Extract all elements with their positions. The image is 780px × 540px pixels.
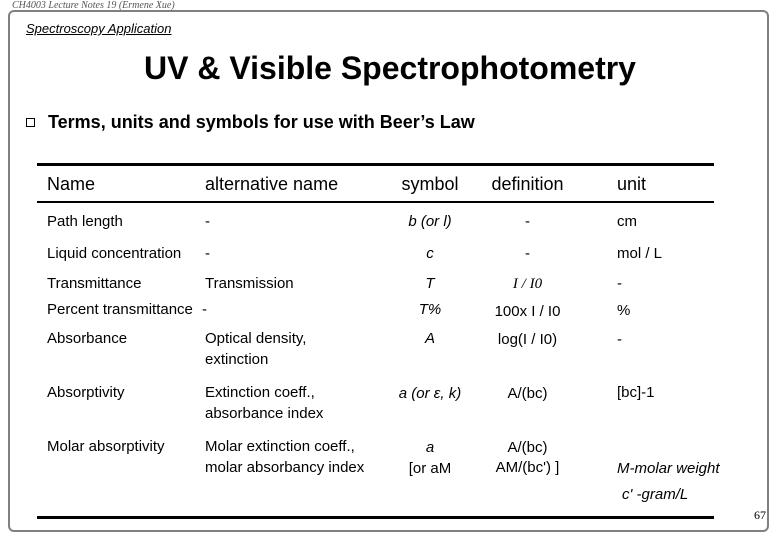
table-header-rule: [37, 201, 714, 203]
row-percent-transmittance-definition: 100x I / I0: [494, 303, 561, 320]
row-path-length-name: Path length: [47, 213, 123, 230]
header-alternative-name: alternative name: [205, 174, 339, 194]
row-path-length-unit: cm: [617, 213, 637, 230]
row-absorptivity-unit: [bc]-1: [617, 384, 655, 401]
page-number: 67: [754, 508, 766, 522]
row-absorptivity-name: Absorptivity: [47, 384, 125, 401]
header-unit: unit: [617, 174, 647, 194]
row-absorbance-definition: log(I / I0): [497, 331, 558, 348]
row-percent-transmittance-unit: %: [617, 302, 631, 319]
row-concentration-unit: mol / L: [617, 245, 663, 262]
row-molar-absorptivity-symbol: a: [425, 439, 435, 456]
bullet-text: Terms, units and symbols for use with Beer’s Law: [48, 112, 475, 132]
row-concentration-name: Liquid concentration: [47, 245, 182, 262]
row-path-length-definition: -: [525, 213, 530, 230]
row-molar-absorptivity-definition: A/(bc): [507, 439, 548, 456]
header-name: Name: [47, 174, 96, 194]
row-path-length-alt: -: [205, 213, 210, 230]
header-symbol: symbol: [401, 174, 459, 194]
row-absorbance-name: Absorbance: [47, 330, 128, 347]
row-transmittance-definition: I / I0: [512, 276, 543, 292]
row-molar-absorptivity-alt-line2: molar absorbancy index: [205, 459, 365, 476]
table-bottom-rule: [37, 516, 714, 519]
row-transmittance-unit: -: [617, 275, 622, 292]
row-absorptivity-definition: A/(bc): [507, 385, 548, 402]
bullet-square-icon: [26, 118, 35, 127]
slide-title: UV & Visible Spectrophotometry: [144, 50, 636, 86]
row-percent-transmittance-symbol: T%: [418, 301, 442, 318]
row-concentration-definition: -: [525, 245, 530, 262]
header-note: CH4003 Lecture Notes 19 (Ermene Xue): [12, 0, 175, 11]
row-absorbance-alt-line2: extinction: [205, 351, 269, 368]
row-absorptivity-alt-line2: absorbance index: [205, 405, 324, 422]
row-path-length-symbol: b (or l): [408, 213, 452, 230]
row-percent-transmittance-name: Percent transmittance: [47, 301, 193, 318]
row-transmittance-alt: Transmission: [205, 275, 294, 292]
header-definition: definition: [491, 174, 564, 194]
row-molar-absorptivity-symbol-line2: [or aM: [408, 460, 452, 477]
row-molar-absorptivity-name: Molar absorptivity: [47, 438, 165, 455]
row-molar-absorptivity-definition-line2: AM/(bc') ]: [495, 459, 560, 476]
row-molar-absorptivity-unit-line2: c' -gram/L: [622, 486, 689, 503]
row-molar-absorptivity-unit-line1: M-molar weight: [617, 460, 720, 477]
row-transmittance-name: Transmittance: [47, 275, 142, 292]
row-absorbance-alt-line1: Optical density,: [205, 330, 307, 347]
row-absorptivity-alt-line1: Extinction coeff.,: [205, 384, 315, 401]
row-molar-absorptivity-alt-line1: Molar extinction coeff.,: [205, 438, 355, 455]
row-absorbance-symbol: A: [424, 330, 435, 347]
row-absorptivity-symbol: a (or ε, k): [398, 385, 462, 402]
row-absorbance-unit: -: [617, 331, 622, 348]
row-transmittance-symbol: T: [425, 275, 435, 292]
row-concentration-symbol: c: [426, 245, 434, 262]
section-label: Spectroscopy Application: [26, 21, 172, 36]
row-percent-transmittance-alt: -: [202, 301, 207, 318]
table-top-rule: [37, 163, 714, 166]
row-concentration-alt: -: [205, 245, 210, 262]
